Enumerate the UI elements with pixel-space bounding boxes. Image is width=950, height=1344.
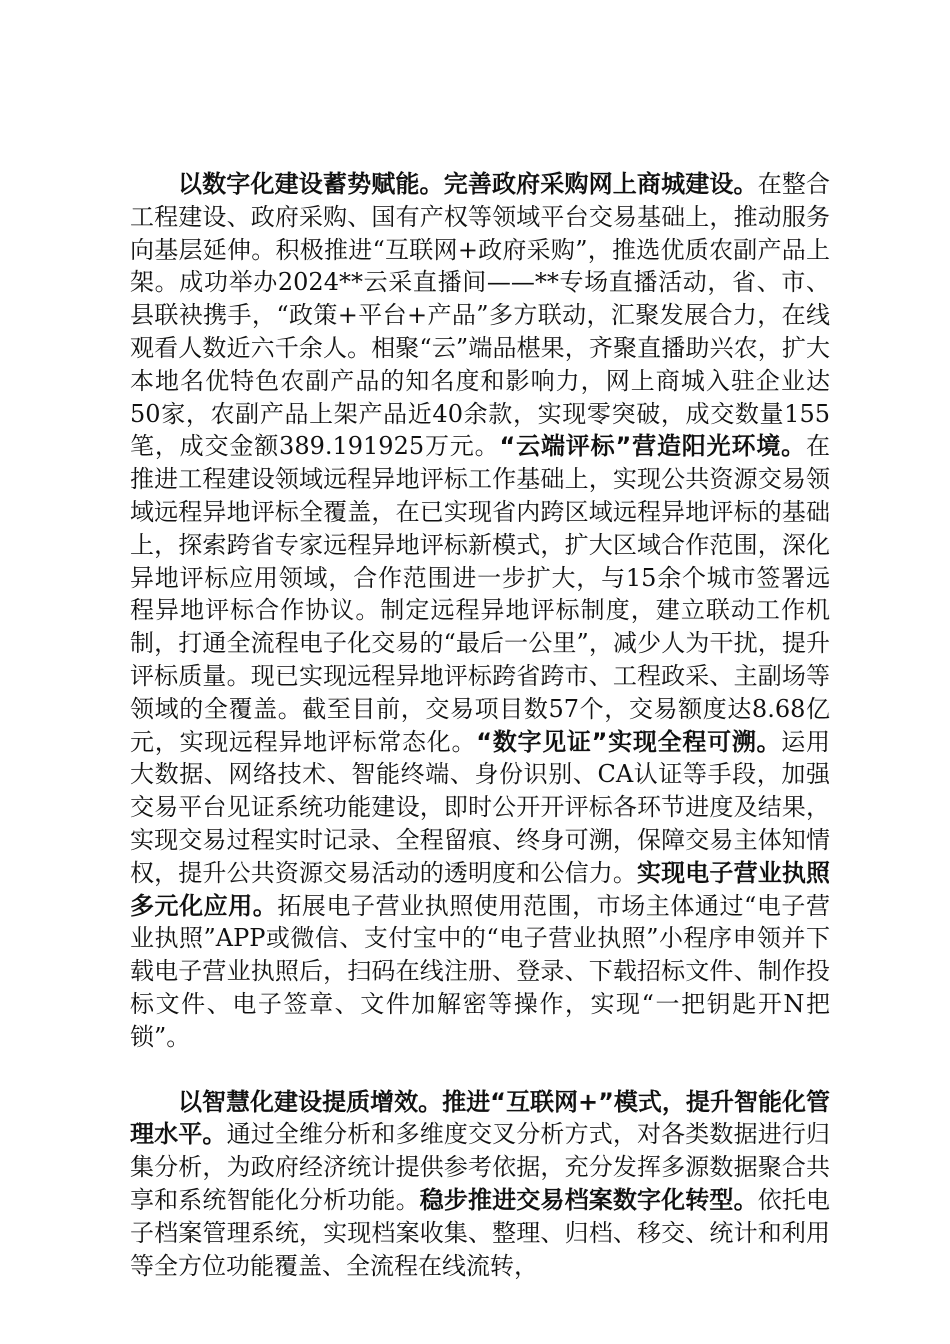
heading-digital-construction: 以数字化建设蓄势赋能。完善政府采购网上商城建设。 [178, 170, 758, 198]
body-text: 在推进工程建设领域远程异地评标工作基础上，实现公共资源交易领域远程异地评标全覆盖，在已实现省内跨区域远程异地评标的基础上，探索跨省专家远程异地评标新模式，扩大区域合作范围，深化异地评标应用领域，合作范围进一步扩大，与15余个城市签署远程异地评标合作协议。制定远程异地评标制度，建立联动工作机制，打通全流程电子化交易的“最后一公里”，减少人为干扰，提升评标质量。现已实现远程异地评标跨省跨市、工程政采、主副场等领域的全覆盖。截至目前，交易项目数57个，交易额度达8.68亿元，实现远程异地评标常态化。 [130, 432, 831, 756]
document-page [130, 168, 830, 1282]
body-text: 运用大数据、网络技术、智能终端、身份识别、CA认证等手段，加强交易平台见证系统功能建设，即时公开开评标各环节进度及结果，实现交易过程实时记录、全程留痕、终身可溯，保障交易主体知情权，提升公共资源交易活动的透明度和公信力。 [130, 727, 831, 887]
heading-digital-witness: “数字见证”实现全程可溯。 [476, 727, 782, 756]
heading-cloud-evaluation: “云端评标”营造阳光环境。 [499, 432, 807, 461]
body-text: 拓展电子营业执照使用范围，市场主体通过“电子营业执照”APP或微信、支付宝中的“电子营业执照”小程序申领并下载电子营业执照后，扫码在线注册、登录、下载招标文件、制作投标文件、电子签章、文件加解密等操作，实现“一把钥匙开N把锁”。 [130, 891, 830, 1051]
paragraph-digital [130, 168, 830, 1054]
heading-smart-construction: 以智慧化建设提质增效。推进“互联网+”模式，提升智能化管理水平。 [130, 1087, 830, 1149]
heading-archive-digitization: 稳步推进交易档案数字化转型。 [419, 1185, 758, 1214]
heading-e-license: 实现电子营业执照多元化应用。 [130, 858, 830, 920]
body-text: 依托电子档案管理系统，实现档案收集、整理、归档、移交、统计和利用等全方位功能覆盖、全流程在线流转， [130, 1185, 831, 1280]
body-text: 在整合工程建设、政府采购、国有产权等领域平台交易基础上，推动服务向基层延伸。积极推进“互联网+政府采购”，推选优质农副产品上架。成功举办2024**云采直播间——**专场直播活动，省、市、县联袂携手，“政策+平台+产品”多方联动，汇聚发展合力，在线观看人数近六千余人。相聚“云”端品椹果，齐聚直播助兴农，扩大本地名优特色农副产品的知名度和影响力，网上商城入驻企业达50家，农副产品上架产品近40余款，实现零突破，成交数量155笔，成交金额389.191925万元。 [130, 170, 831, 461]
paragraph-smart [130, 1086, 830, 1283]
body-text: 通过全维分析和多维度交叉分析方式，对各类数据进行归集分析，为政府经济统计提供参考依据，充分发挥多源数据聚合共享和系统智能化分析功能。 [130, 1120, 831, 1214]
